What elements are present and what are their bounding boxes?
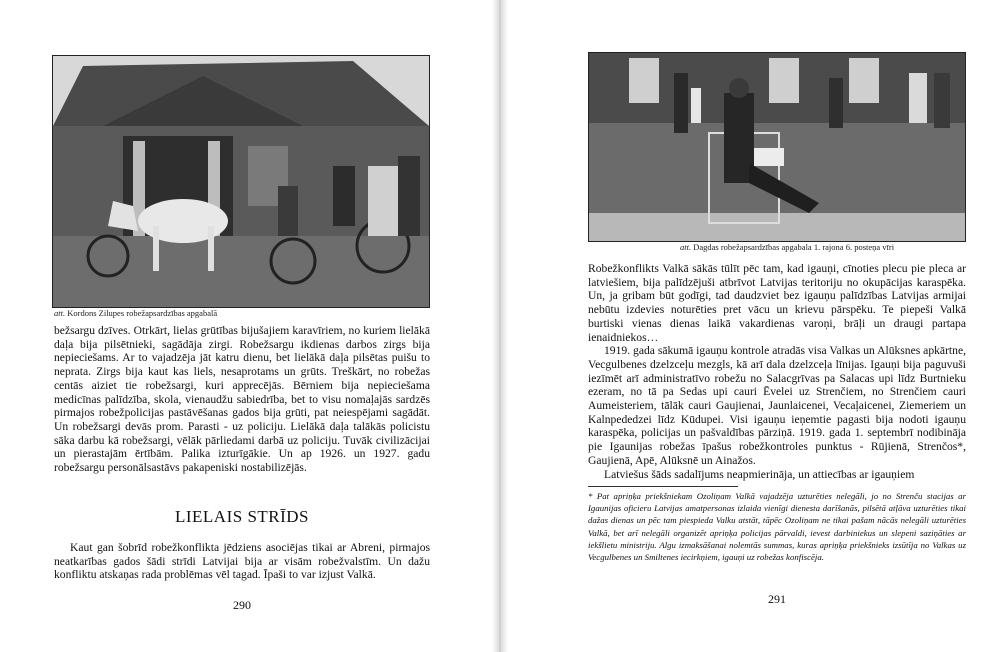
right-paragraph-2: 1919. gada sākumā igauņu kontrole atradās visa Valkas un Alūksnes apkārtne, Vecgulbenes dzelzceļu mezgls, kā arī dala dzelzceļa līnijas. Igauņi bija paguvuši iezīmēt arī administratīvo robežu no Salacgrīvas pa Salacas upi līdz Burtnieku ezeram, no tā pa Sedas upi cauri Ēvelei uz Strenčiem, no Strenčiem cauri Aumeisteriem, tālāk cauri Gaujienai, Jaunlaicenei, Vecaļaicenei, Ziemeriem un Kalnpededzei līdz Kūdupei. Visi igauņu ieņemtie pagasti bija nodoti igauņu karaspēka, policijas un pašvaldības pārziņā. 1919. gada 1. septembrī nodibināja pie Igaunijas robežas īpašus robežkontroles punktus - Rūjienā, Strenčos*, Gaujienā, Apē, Alūksnē un Ainažos. [588,344,966,467]
page-number-right: 291 [768,592,786,606]
photo-seated-officer [588,52,966,242]
footnote-rule [588,486,738,487]
left-body-text-2 [54,541,430,582]
photo-horse-carriage [52,55,430,308]
left-paragraph-1: bežsargu dzīves. Otrkārt, lielas grūtības bijušajiem karavīriem, no kuriem lielākā daļa bija pilsētnieki, sagādāja zirgi. Robežsargu ikdienas darbos zirgs bija nepieciešams. Ar to vajadzēja jāt katru dienu, bet lielākā daļa pilsētas puišu to neprata. Zirgs bija kaut kas liels, nesaprotams un grūts. Treškārt, no robežas centās aiziet tie robežsargi, kuri apprecējās. Bērniem bija nepieciešama medicīnas palīdzība, skola, vienaudžu sabiedrība, bet to visu nomaļajās sardzēs pirmajos robežpolicijas pastāvēšanas gados bija grūti, pat neiespējami sagādāt. Un robežsargi devās prom. Parasti - uz policiju. Lielākā daļa talākās policistu sāka darbu kā robežsargi, vēlāk pārliedami darbā uz policiju. Tuvāk civilizācijai un pierastajām ērtībām. Palika izturīgākie. Un ap 1926. un 1927. gadu robežsargu personālsastāvs pakapeniski nostabilizējās. [54,324,430,475]
left-body-text [54,324,430,475]
photo-caption-right: att. Dagdas robežapsardzības apgabala 1. rajona 6. posteņa vīri [680,242,895,252]
section-heading: LIELAIS STRĪDS [174,507,310,526]
footnote: * Pat apriņķa priekšniekam Ozoliņam Valkā vajadzēja uzturēties nelegāli, jo no Strenču stacijas ar Igaunijas oficieru Latvijas amatpersonas izlaida vienīgi dienesta darīšanās, pilsētā atļāva uzturēties tikai dažas dienas un pēc tam piespieda Valku atstāt, tāpēc Ozoliņam ne tikai pašam nācās nelegāli uzturēties Valkā, bet arī nelegāli organizēt apriņķa policijas pārvaldi, ievest darbiniekus un slepeni saziņāties ar iekšlietu ministriju. Algu izmaksāšanai nolemtās summas, kuras apriņķa priekšnieks izsūtīja no Valkas uz Vecgulbenes un Smiltenes iecirkņiem, igauņi uz robežas konfiscēja. [588,491,966,563]
photo-caption-left: att. Kordons Zilupes robežapsardzības apgabalā [54,308,218,318]
right-paragraph-1: Robežkonflikts Valkā sākās tūlīt pēc tam, kad igauņi, cīnoties plecu pie pleca ar latviešiem, bija palīdzējuši atbrīvot Latvijas teritoriju no okupācijas karaspēka. Un, ja gribam būt godīgi, tad daudzviet bez igauņu palīdzības Latvijas armijai nebūtu izdevies noturēties pret vācu un krievu pārspēku. Te piepeši Valkā burtiski vienas dienas laikā vakardienas varoņi, brāļi un draugi partapa ienaidniekos… [588,262,966,344]
book-gutter [492,0,508,652]
page-number-left: 290 [233,598,251,612]
right-page [508,0,1000,652]
right-body-text [588,262,966,481]
left-paragraph-2: Kaut gan šobrīd robežkonflikta jēdziens asociējas tikai ar Abreni, pirmajos neatkarības gados šādi strīdi Latvijai bija ar visām robežvalstīm. Un dažu konfliktu atskaņas rada problēmas vēl tagad. Īpaši to var izjust Valkā. [54,541,430,582]
right-paragraph-3: Latviešus šāds sadalījums neapmierināja, un attiecības ar igauņiem [604,467,915,481]
left-page [0,0,492,652]
